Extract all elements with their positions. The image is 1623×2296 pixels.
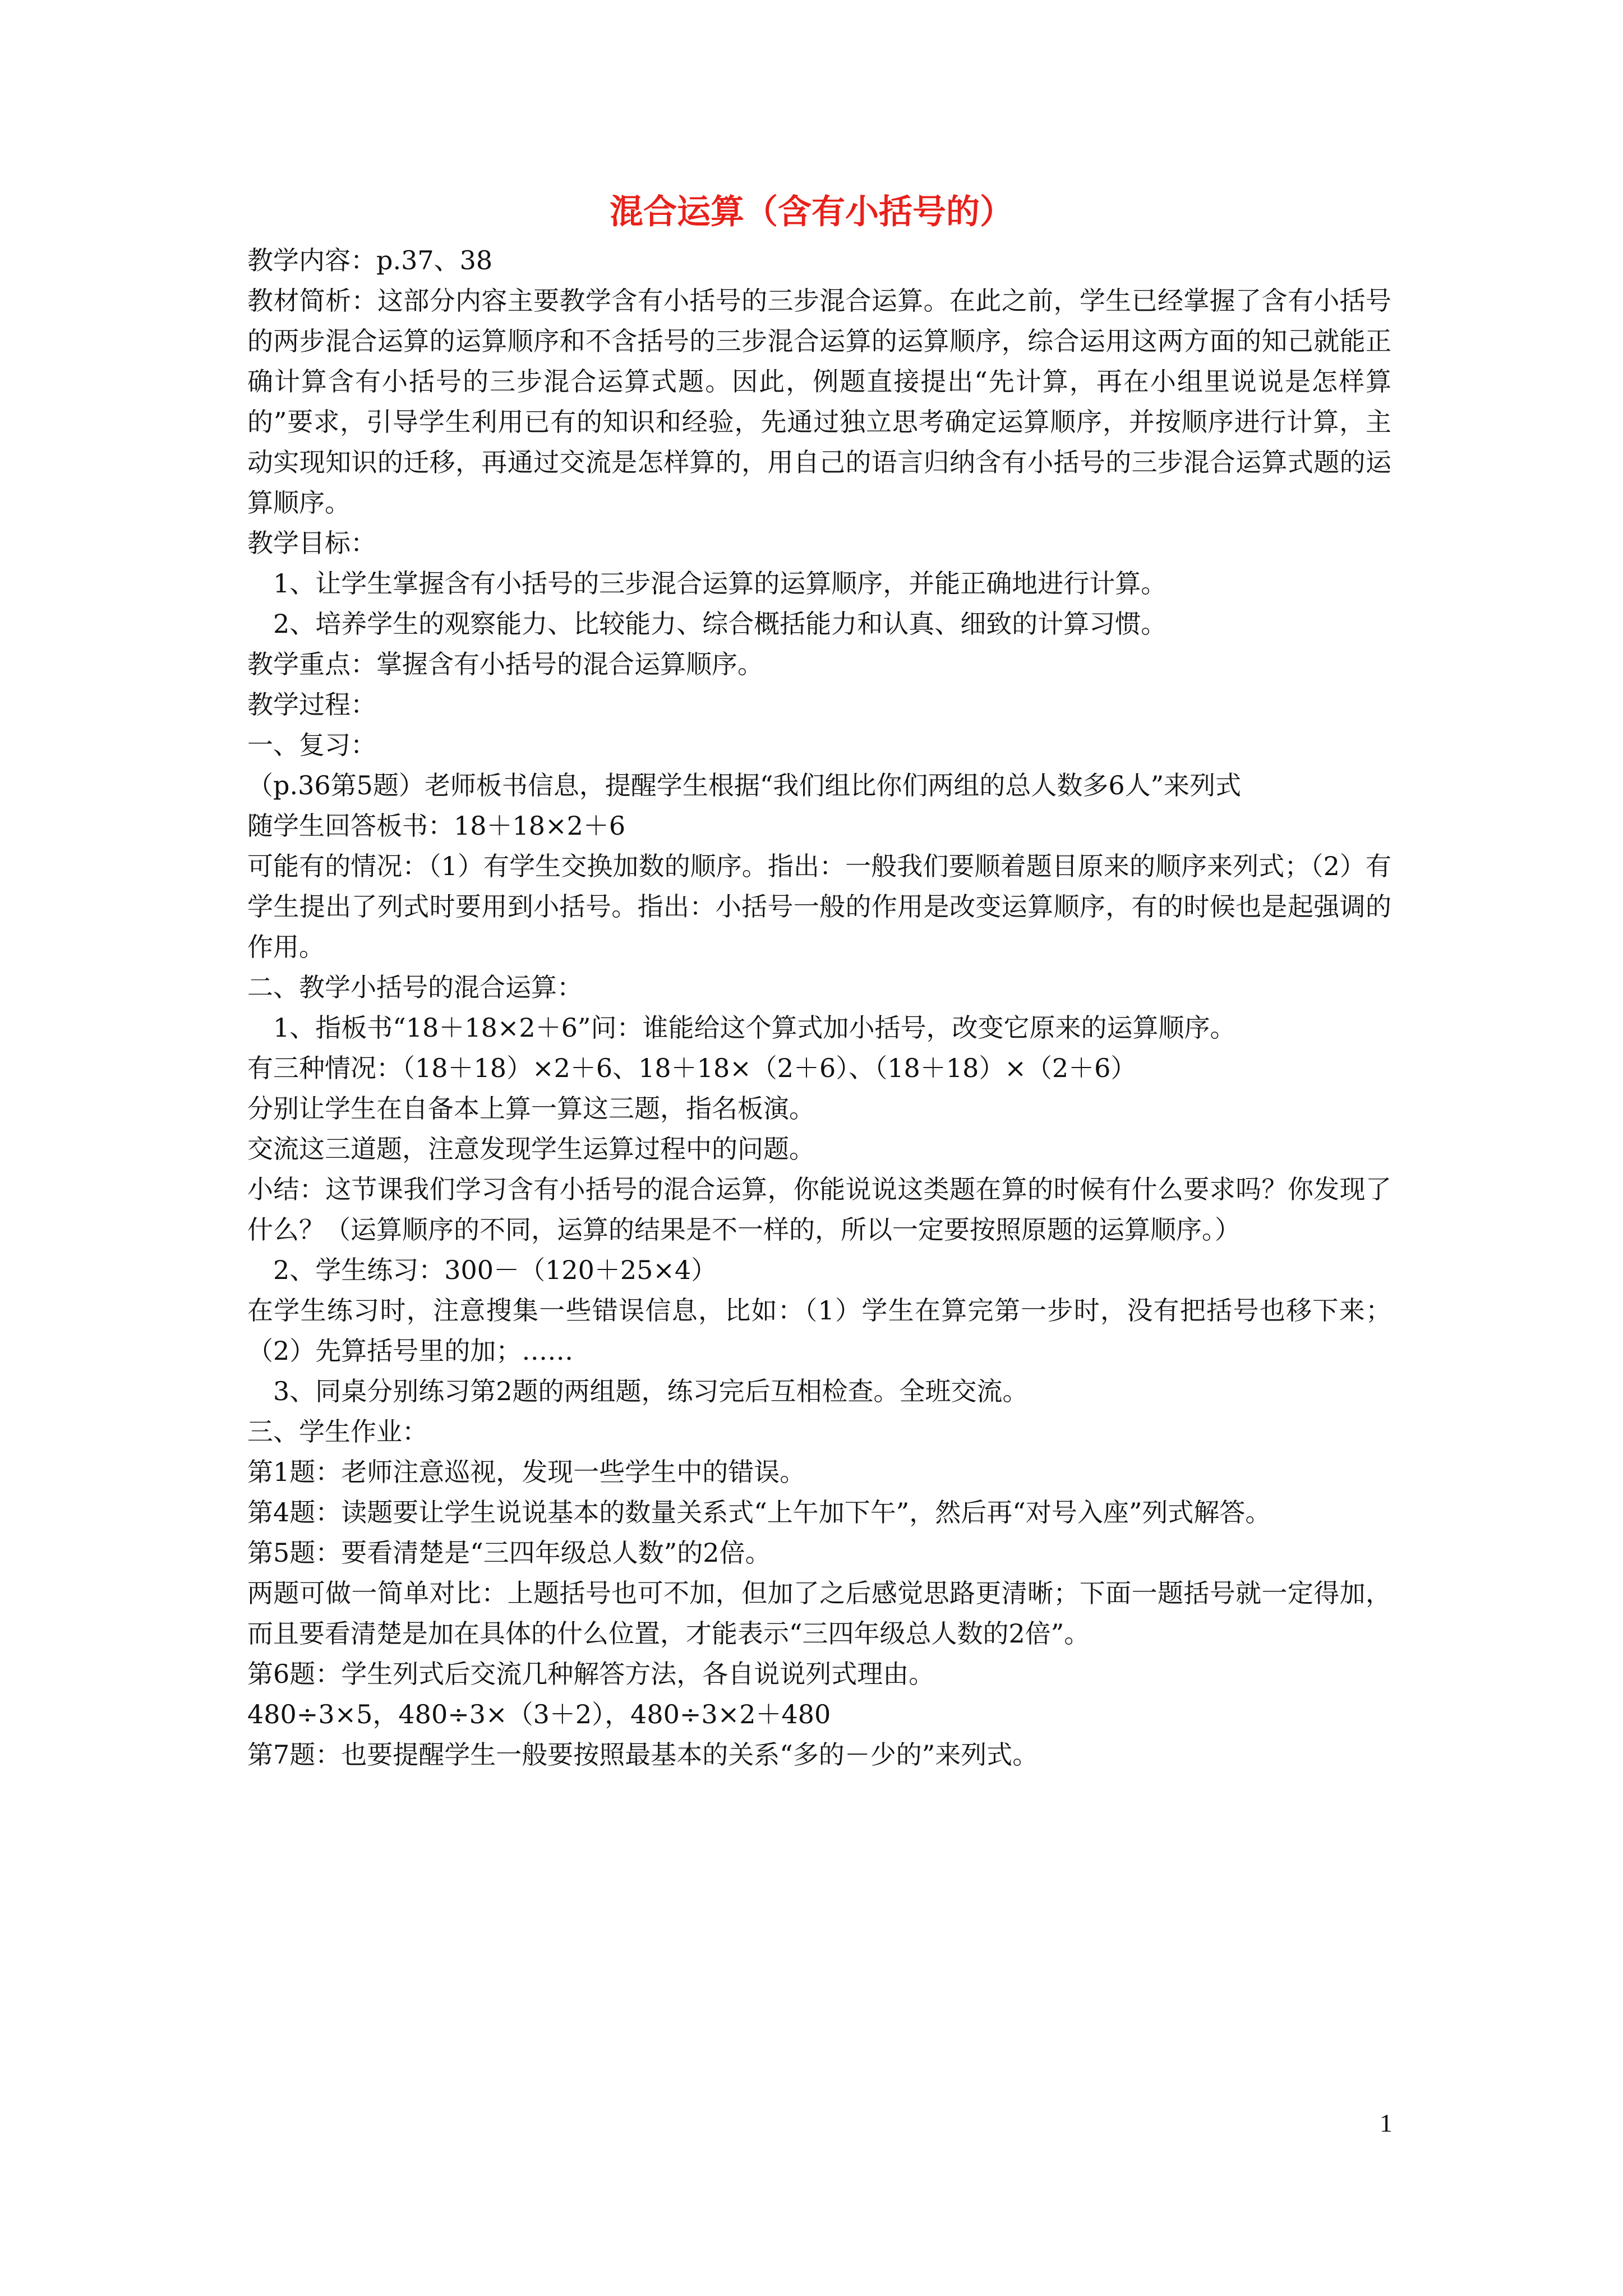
- homework-item-4: 第4题：读题要让学生说说基本的数量关系式“上午加下午”，然后再“对号入座”列式解答。: [247, 1497, 1271, 1527]
- page-title: 混合运算（含有小括号的）: [610, 192, 1013, 232]
- board-writing-line: 随学生回答板书：18＋18×2＋6: [247, 811, 626, 841]
- three-cases-line: 有三种情况：（18＋18）×2＋6、18＋18×（2＋6）、（18＋18）×（2＋6）: [247, 1053, 1137, 1083]
- homework-item-1: 第1题：老师注意巡视，发现一些学生中的错误。: [247, 1457, 806, 1487]
- comparison-paragraph: 两题可做一简单对比：上题括号也可不加，但加了之后感觉思路更清晰；下面一题括号就一定得加，而且要看清楚是加在具体的什么位置，才能表示“三四年级总人数的2倍”。: [247, 1578, 1391, 1649]
- homework-item-7: 第7题：也要提醒学生一般要按照最基本的关系“多的－少的”来列式。: [247, 1740, 1039, 1770]
- homework-item-6: 第6题：学生列式后交流几种解答方法，各自说说列式理由。: [247, 1659, 935, 1689]
- material-analysis-paragraph: 教材简析：这部分内容主要教学含有小括号的三步混合运算。在此之前，学生已经掌握了含有小括号的两步混合运算的运算顺序和不含括号的三步混合运算的运算顺序，综合运用这两方面的知己就能正确计算含有小括号的三步混合运算式题。因此，例题直接提出“先计算，再在小组里说说是怎样算的”要求，引导学生利用已有的知识和经验，先通过独立思考确定运算顺序，并按顺序进行计算，主动实现知识的迁移，再通过交流是怎样算的，用自己的语言归纳含有小括号的三步混合运算式题的运算顺序。: [247, 286, 1391, 518]
- step-3-paragraph: 3、同桌分别练习第2题的两组题，练习完后互相检查。全班交流。: [273, 1376, 1029, 1406]
- review-paragraph: （p.36第5题）老师板书信息，提醒学生根据“我们组比你们两组的总人数多6人”来列式: [247, 770, 1242, 800]
- goal-item-1: 1、让学生掌握含有小括号的三步混合运算的运算顺序，并能正确地进行计算。: [273, 568, 1167, 599]
- section-review-heading: 一、复习：: [247, 730, 376, 760]
- goal-item-2: 2、培养学生的观察能力、比较能力、综合概括能力和认真、细致的计算习惯。: [273, 609, 1167, 639]
- error-collection-paragraph: 在学生练习时，注意搜集一些错误信息，比如：（1）学生在算完第一步时，没有把括号也移下来；（2）先算括号里的加；……: [247, 1295, 1391, 1366]
- step-2-paragraph: 2、学生练习：300－（120＋25×4）: [273, 1255, 717, 1285]
- teaching-focus-line: 教学重点：掌握含有小括号的混合运算顺序。: [247, 649, 763, 679]
- section-teaching-heading: 二、教学小括号的混合运算：: [247, 972, 583, 1002]
- step-1-paragraph: 1、指板书“18＋18×2＋6”问：谁能给这个算式加小括号，改变它原来的运算顺序。: [273, 1013, 1236, 1043]
- teaching-process-heading: 教学过程：: [247, 689, 376, 720]
- equations-line: 480÷3×5，480÷3×（3＋2），480÷3×2＋480: [247, 1699, 831, 1729]
- practice-instruction-line: 分别让学生在自备本上算一算这三题，指名板演。: [247, 1093, 815, 1124]
- homework-item-5: 第5题：要看清楚是“三四年级总人数”的2倍。: [247, 1538, 771, 1568]
- document-body: [247, 240, 1391, 1775]
- section-homework-heading: 三、学生作业：: [247, 1416, 428, 1447]
- teaching-goals-heading: 教学目标：: [247, 528, 376, 558]
- exchange-line: 交流这三道题，注意发现学生运算过程中的问题。: [247, 1134, 815, 1164]
- possible-cases-paragraph: 可能有的情况：（1）有学生交换加数的顺序。指出：一般我们要顺着题目原来的顺序来列式；（2）有学生提出了列式时要用到小括号。指出：小括号一般的作用是改变运算顺序，有的时候也是起强调的作用。: [247, 851, 1391, 962]
- summary-paragraph: 小结：这节课我们学习含有小括号的混合运算，你能说说这类题在算的时候有什么要求吗？你发现了什么？（运算顺序的不同，运算的结果是不一样的，所以一定要按照原题的运算顺序。）: [247, 1174, 1391, 1245]
- teaching-content-line: 教学内容：p.37、38: [247, 245, 493, 275]
- page-number: 1: [1380, 2109, 1393, 2137]
